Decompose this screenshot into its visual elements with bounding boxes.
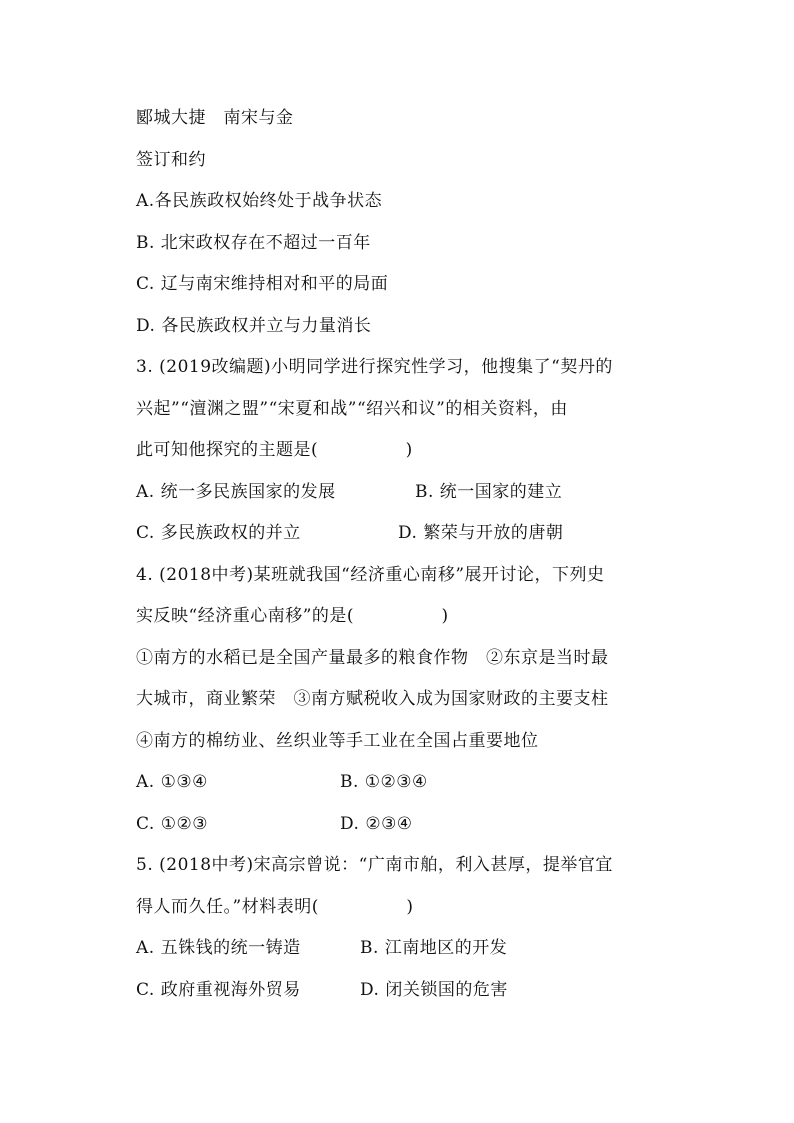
q3-stem-line-3: 此可知他探究的主题是( ) xyxy=(136,440,413,460)
q2-option-a: A.各民族政权始终处于战争状态 xyxy=(136,191,383,211)
q3-option-c: C. 多民族政权的并立 xyxy=(136,523,301,543)
q2-continued-text-line-2: 签订和约 xyxy=(136,150,206,170)
q3-option-b: B. 统一国家的建立 xyxy=(415,482,563,502)
q4-stem-line-2: 实反映“经济重心南移”的是( ) xyxy=(136,606,449,626)
q3-option-d: D. 繁荣与开放的唐朝 xyxy=(398,523,564,543)
q2-continued-text-line-1: 郾城大捷 南宋与金 xyxy=(136,108,294,128)
q4-option-b: B. ①②③④ xyxy=(340,772,428,792)
q5-stem-line-2: 得人而久任。”材料表明( ) xyxy=(136,897,414,917)
q2-option-c: C. 辽与南宋维持相对和平的局面 xyxy=(136,274,389,294)
q5-option-d: D. 闭关锁国的危害 xyxy=(360,980,508,1000)
q4-material-line-2: 大城市，商业繁荣 ③南方赋税收入成为国家财政的主要支柱 xyxy=(136,689,609,709)
q3-option-a: A. 统一多民族国家的发展 xyxy=(136,482,336,502)
q4-material-line-3: ④南方的棉纺业、丝织业等手工业在全国占重要地位 xyxy=(136,731,539,751)
q5-option-a: A. 五铢钱的统一铸造 xyxy=(136,938,301,958)
q4-material-line-1: ①南方的水稻已是全国产量最多的粮食作物 ②东京是当时最 xyxy=(136,648,609,668)
q3-stem-line-1: 3. (2019改编题)小明同学进行探究性学习，他搜集了“契丹的 xyxy=(136,357,613,377)
q5-option-b: B. 江南地区的开发 xyxy=(360,938,508,958)
q5-stem-line-1: 5. (2018中考)宋高宗曾说：“广南市舶，利入甚厚，提举官宜 xyxy=(136,855,613,875)
q4-stem-line-1: 4. (2018中考)某班就我国“经济重心南移”展开讨论，下列史 xyxy=(136,565,605,585)
q2-option-b: B. 北宋政权存在不超过一百年 xyxy=(136,233,371,253)
q4-option-c: C. ①②③ xyxy=(136,814,208,834)
q4-option-d: D. ②③④ xyxy=(340,814,413,834)
q5-option-c: C. 政府重视海外贸易 xyxy=(136,980,301,1000)
q4-option-a: A. ①③④ xyxy=(136,772,208,792)
q2-option-d: D. 各民族政权并立与力量消长 xyxy=(136,316,372,336)
q3-stem-line-2: 兴起”“澶渊之盟”“宋夏和战”“绍兴和议”的相关资料，由 xyxy=(136,399,568,419)
